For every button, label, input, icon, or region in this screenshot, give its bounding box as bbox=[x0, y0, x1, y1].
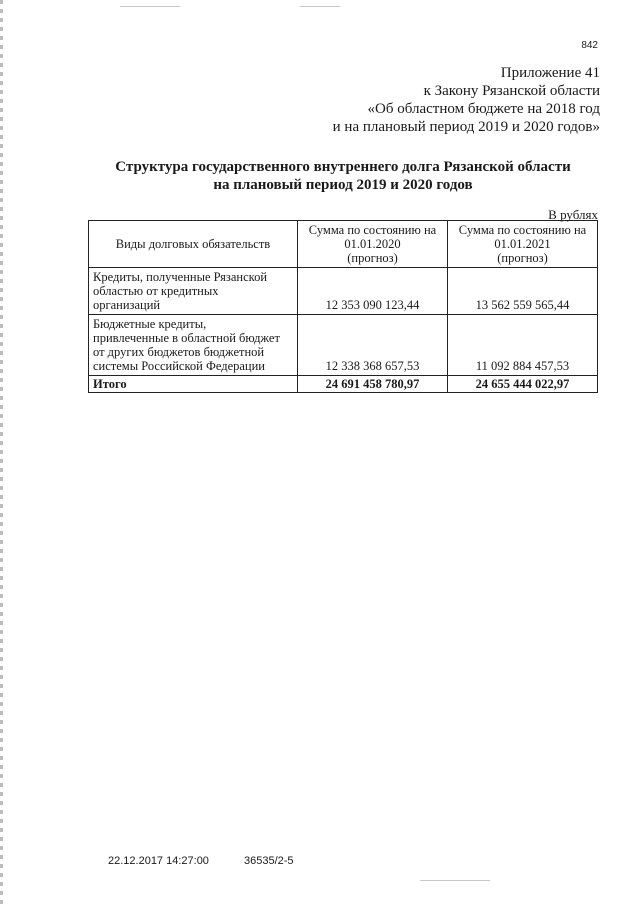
row-debt-type bbox=[89, 268, 298, 315]
total-amount-2020: 24 691 458 780,97 bbox=[298, 376, 448, 393]
row-name-line: Кредиты, полученные Рязанской bbox=[93, 270, 268, 284]
table-row bbox=[89, 315, 598, 376]
footer-code: 36535/2-5 bbox=[244, 855, 294, 867]
header-line: (прогноз) bbox=[497, 251, 548, 265]
appendix-line: и на плановый период 2019 и 2020 годов» bbox=[332, 119, 600, 135]
scan-speck bbox=[300, 6, 340, 7]
row-name-line: областью от кредитных bbox=[93, 284, 219, 298]
header-debt-type-text: Виды долговых обязательств bbox=[115, 237, 271, 251]
title-line: на плановый период 2019 и 2020 годов bbox=[213, 177, 473, 193]
appendix-line: к Закону Рязанской области bbox=[423, 83, 600, 99]
row-name-line: Бюджетные кредиты, bbox=[93, 317, 207, 331]
row-amount-2021: 13 562 559 565,44 bbox=[448, 268, 598, 315]
scan-speck bbox=[420, 880, 490, 881]
appendix-header bbox=[333, 64, 600, 136]
header-line: 01.01.2021 bbox=[494, 237, 551, 251]
row-amount-2020: 12 353 090 123,44 bbox=[298, 268, 448, 315]
row-amount-2021: 11 092 884 457,53 bbox=[448, 315, 598, 376]
row-name-line: организаций bbox=[93, 298, 161, 312]
row-amount-2020: 12 338 368 657,53 bbox=[298, 315, 448, 376]
table-header-row bbox=[89, 221, 598, 268]
total-label: Итого bbox=[89, 376, 298, 393]
footer-stamp bbox=[108, 855, 294, 867]
header-line: 01.01.2020 bbox=[344, 237, 401, 251]
footer-timestamp: 22.12.2017 14:27:00 bbox=[108, 855, 209, 867]
header-amount-2020 bbox=[298, 221, 448, 268]
header-line: Сумма по состоянию на bbox=[308, 223, 437, 237]
scan-speck bbox=[120, 6, 180, 7]
header-debt-type bbox=[89, 221, 298, 268]
table-row bbox=[89, 268, 598, 315]
title-line: Структура государственного внутреннего долга Рязанской области bbox=[115, 159, 571, 175]
row-debt-type bbox=[89, 315, 298, 376]
header-line: Сумма по состоянию на bbox=[458, 223, 587, 237]
appendix-line: «Об областном бюджете на 2018 год bbox=[367, 101, 600, 117]
scan-edge-artifact bbox=[0, 0, 3, 905]
debt-structure-table bbox=[88, 220, 598, 393]
document-title bbox=[88, 158, 598, 194]
row-name-line: системы Российской Федерации bbox=[93, 359, 265, 373]
total-row bbox=[89, 376, 598, 393]
row-name-line: от других бюджетов бюджетной bbox=[93, 345, 265, 359]
header-amount-2021 bbox=[448, 221, 598, 268]
page-number: 842 bbox=[581, 40, 598, 51]
row-name-line: привлеченные в областной бюджет bbox=[93, 331, 280, 345]
total-amount-2021: 24 655 444 022,97 bbox=[448, 376, 598, 393]
unit-label: В рублях bbox=[548, 207, 598, 222]
header-line: (прогноз) bbox=[347, 251, 398, 265]
appendix-line: Приложение 41 bbox=[500, 65, 600, 81]
